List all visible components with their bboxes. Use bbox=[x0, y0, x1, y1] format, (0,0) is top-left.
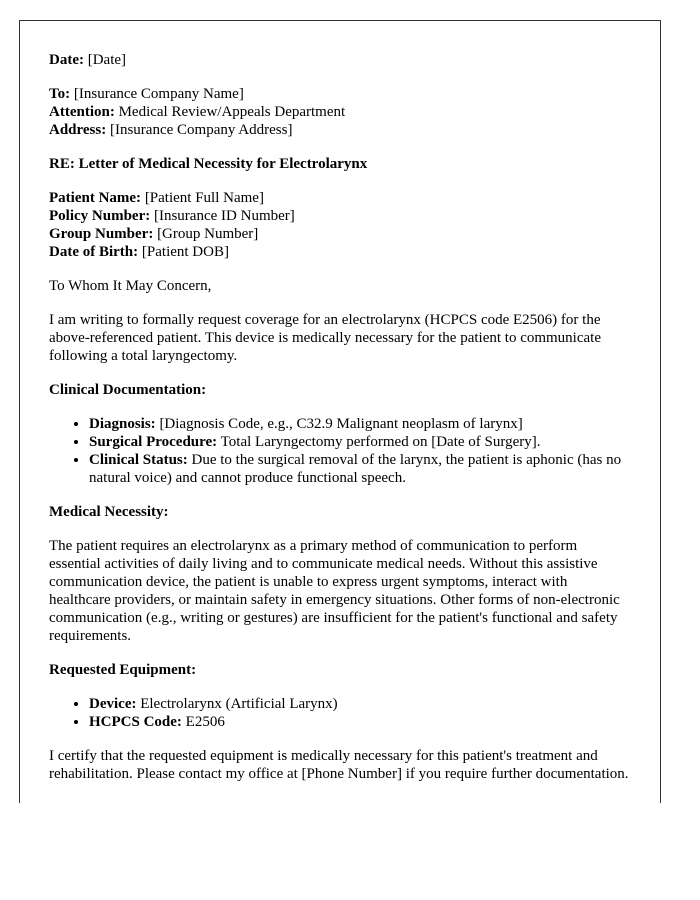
letter-page bbox=[19, 20, 661, 803]
list-item: • Surgical Procedure: Total Laryngectomy performed on [Date of Surgery]. bbox=[89, 433, 630, 451]
clinical-list bbox=[49, 415, 630, 487]
re-line: RE: Letter of Medical Necessity for Electrolarynx bbox=[49, 156, 368, 172]
necessity-heading: Medical Necessity: bbox=[49, 504, 169, 520]
equipment-heading: Requested Equipment: bbox=[49, 662, 197, 678]
list-item: • Device: Electrolarynx (Artificial Larynx) bbox=[89, 695, 630, 713]
list-item: • Diagnosis: [Diagnosis Code, e.g., C32.9 Malignant neoplasm of larynx] bbox=[89, 415, 630, 433]
list-item: • Clinical Status: Due to the surgical removal of the larynx, the patient is aphonic (has no natural voice) and cannot produce functional speech. bbox=[89, 451, 630, 487]
salutation: To Whom It May Concern, bbox=[49, 278, 212, 294]
intro-paragraph: I am writing to formally request coverage for an electrolarynx (HCPCS code E2506) for the above-referenced patient. This device is medically necessary for the patient to communicate following a total laryngectomy. bbox=[49, 312, 601, 364]
list-item: • HCPCS Code: E2506 bbox=[89, 713, 630, 731]
necessity-paragraph: The patient requires an electrolarynx as a primary method of communication to perform essential activities of daily living and to communicate medical needs. Without this assistive communication device, the patient is unable to express urgent symptoms, interact with healthcare providers, or maintain safety in emergency situations. Other forms of non-electronic communication (e.g., writing or gestures) are insufficient for the patient's functional and safety requirements. bbox=[49, 538, 620, 644]
recipient-block: To: [Insurance Company Name] Attention: Medical Review/Appeals Department Address: [Insurance Company Address] bbox=[49, 86, 346, 138]
closing-paragraph: I certify that the requested equipment is medically necessary for this patient's treatment and rehabilitation. Please contact my office at [Phone Number] if you require further documentation. bbox=[49, 748, 629, 782]
date-line: Date: [Date] bbox=[49, 52, 127, 68]
patient-block: Patient Name: [Patient Full Name] Policy Number: [Insurance ID Number] Group Number: [Group Number] Date of Birth: [Patient DOB] bbox=[49, 190, 295, 260]
equipment-list bbox=[49, 695, 630, 731]
clinical-heading: Clinical Documentation: bbox=[49, 382, 207, 398]
